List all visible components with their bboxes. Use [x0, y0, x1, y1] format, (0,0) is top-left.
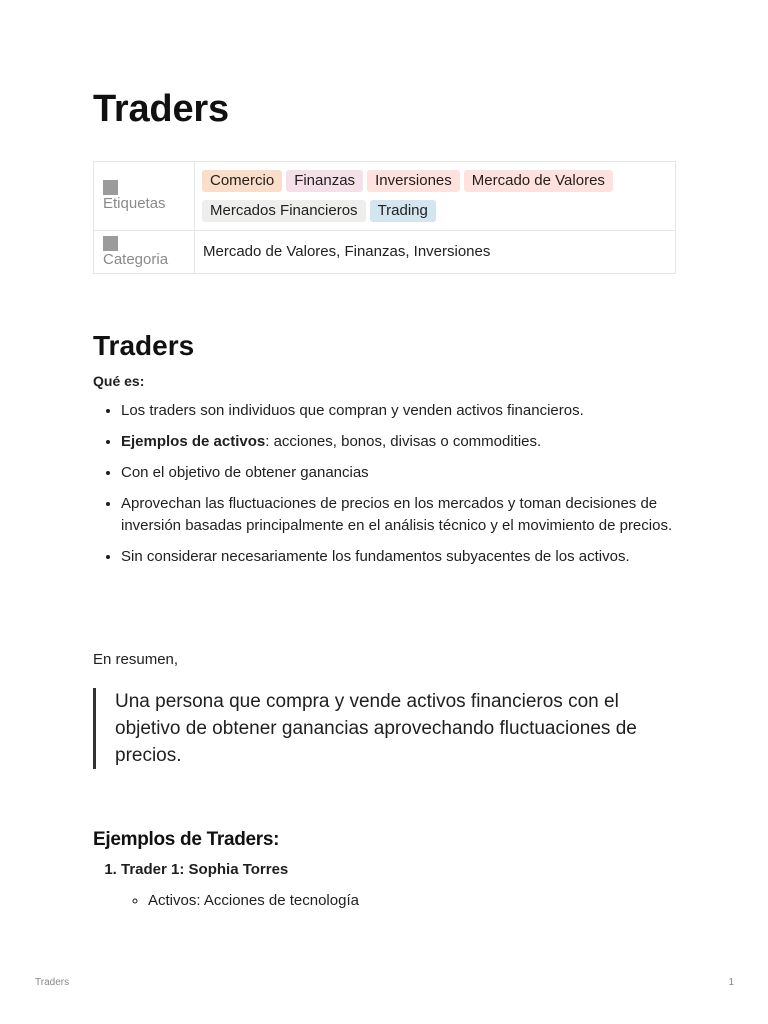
- tag-chip[interactable]: Inversiones: [367, 170, 460, 192]
- trader-title: Trader 1: Sophia Torres: [121, 861, 289, 878]
- property-label: Categoria: [103, 251, 169, 268]
- list-item: [121, 462, 676, 484]
- item-text: Sin considerar necesariamente los fundamentos subyacentes de los activos.: [121, 548, 630, 565]
- property-row-tags: [94, 162, 676, 231]
- list-item: ◦ Activos: Acciones de tecnología: [148, 890, 359, 912]
- category-value[interactable]: Mercado de Valores, Finanzas, Inversiones: [195, 231, 676, 274]
- list-item: [121, 431, 676, 453]
- section-heading: Traders: [93, 330, 195, 361]
- property-row-category: [94, 231, 676, 274]
- footer-title: Traders: [35, 977, 70, 988]
- page-title: Traders: [93, 88, 229, 130]
- item-text: : acciones, bonos, divisas o commodities.: [265, 433, 542, 450]
- numbered-item: [121, 859, 359, 912]
- tag-chip[interactable]: Mercado de Valores: [464, 170, 613, 192]
- property-name-tags: [94, 162, 195, 231]
- examples-heading: Ejemplos de Traders:: [93, 829, 280, 850]
- tag-chip[interactable]: Finanzas: [286, 170, 363, 192]
- bullet-list: [93, 400, 676, 577]
- item-text: Con el objetivo de obtener ganancias: [121, 464, 369, 481]
- page-number: 1: [728, 977, 734, 988]
- property-square-icon: [103, 180, 118, 195]
- bold-text: Ejemplos de activos: [121, 433, 266, 450]
- tag-chip[interactable]: Trading: [370, 200, 436, 222]
- item-text: Aprovechan las fluctuaciones de precios en los mercados y toman decisiones de inversión basadas principalmente en el análisis técnico y el movimiento de precios.: [121, 495, 673, 534]
- paragraph: En resumen,: [93, 651, 179, 668]
- nested-bullet-list: [121, 890, 359, 912]
- list-item: [121, 546, 676, 568]
- numbered-list: [93, 859, 359, 912]
- tag-chip[interactable]: Mercados Financieros: [202, 200, 366, 222]
- property-name-category: [94, 231, 195, 274]
- list-item: [121, 400, 676, 422]
- properties-table: [93, 161, 676, 274]
- tag-chip[interactable]: Comercio: [202, 170, 282, 192]
- tags-value[interactable]: [195, 162, 676, 231]
- list-item: [121, 493, 676, 537]
- item-text: Los traders son individuos que compran y venden activos financieros.: [121, 402, 584, 419]
- property-label: Etiquetas: [103, 195, 166, 212]
- property-square-icon: [103, 236, 118, 251]
- subheading: Qué es:: [93, 373, 145, 389]
- blockquote: Una persona que compra y vende activos financieros con el objetivo de obtener ganancias aprovechando fluctuaciones de precios.: [93, 688, 675, 769]
